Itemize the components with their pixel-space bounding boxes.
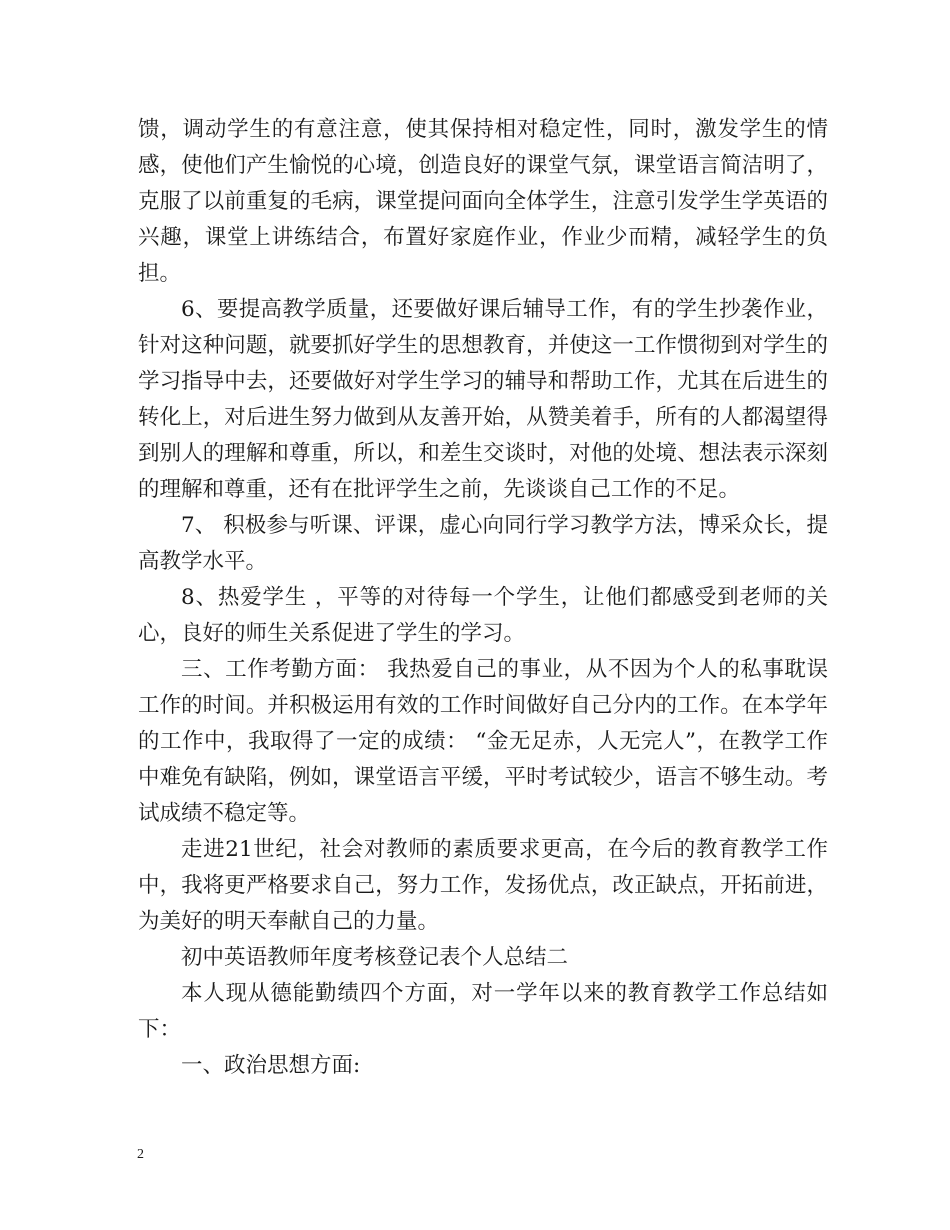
paragraph-intro: 本人现从德能勤绩四个方面，对一学年以来的教育教学工作总结如下：	[138, 981, 828, 1042]
paragraph-item-6: 6、要提高教学质量，还要做好课后辅导工作，有的学生抄袭作业，针对这种问题，就要抓好学生的思想教育，并使这一工作惯彻到对学生的学习指导中去，还要做好对学生学习的辅导和帮助工作，尤其在后进生的转化上，对后进生努力做到从友善开始，从赞美着手，所有的人都渴望得到别人的理解和尊重，所以，和差生交谈时，对他的处境、想法表示深刻的理解和尊重，还有在批评学生之前，先谈谈自己工作的不足。	[138, 297, 828, 502]
page-number: 2	[137, 1147, 144, 1162]
section-heading-political: 一、政治思想方面:	[181, 1053, 361, 1078]
document-body	[138, 112, 828, 1084]
paragraph-outlook: 走进21世纪，社会对教师的素质要求更高，在今后的教育教学工作中，我将更严格要求自己，努力工作，发扬优点，改正缺点，开拓前进，为美好的明天奉献自己的力量。	[138, 837, 828, 934]
paragraph-attendance: 三、工作考勤方面： 我热爱自己的事业，从不因为个人的私事耽误工作的时间。并积极运用有效的工作时间做好自己分内的工作。在本学年的工作中，我取得了一定的成绩： “金无足赤，人无完人”，在教学工作中难免有缺陷，例如，课堂语言平缓，平时考试较少，语言不够生动。考试成绩不稳定等。	[138, 657, 828, 826]
paragraph-item-8: 8、热爱学生 ，平等的对待每一个学生，让他们都感受到老师的关心，良好的师生关系促进了学生的学习。	[138, 585, 828, 646]
section-title: 初中英语教师年度考核登记表个人总结二	[181, 945, 569, 970]
paragraph-continuation: 馈，调动学生的有意注意，使其保持相对稳定性，同时，激发学生的情感，使他们产生愉悦的心境，创造良好的课堂气氛，课堂语言简洁明了，克服了以前重复的毛病，课堂提问面向全体学生，注意引发学生学英语的兴趣，课堂上讲练结合，布置好家庭作业，作业少而精，减轻学生的负担。	[138, 117, 828, 286]
paragraph-item-7: 7、 积极参与听课、评课，虚心向同行学习教学方法，博采众长，提高教学水平。	[138, 513, 828, 574]
